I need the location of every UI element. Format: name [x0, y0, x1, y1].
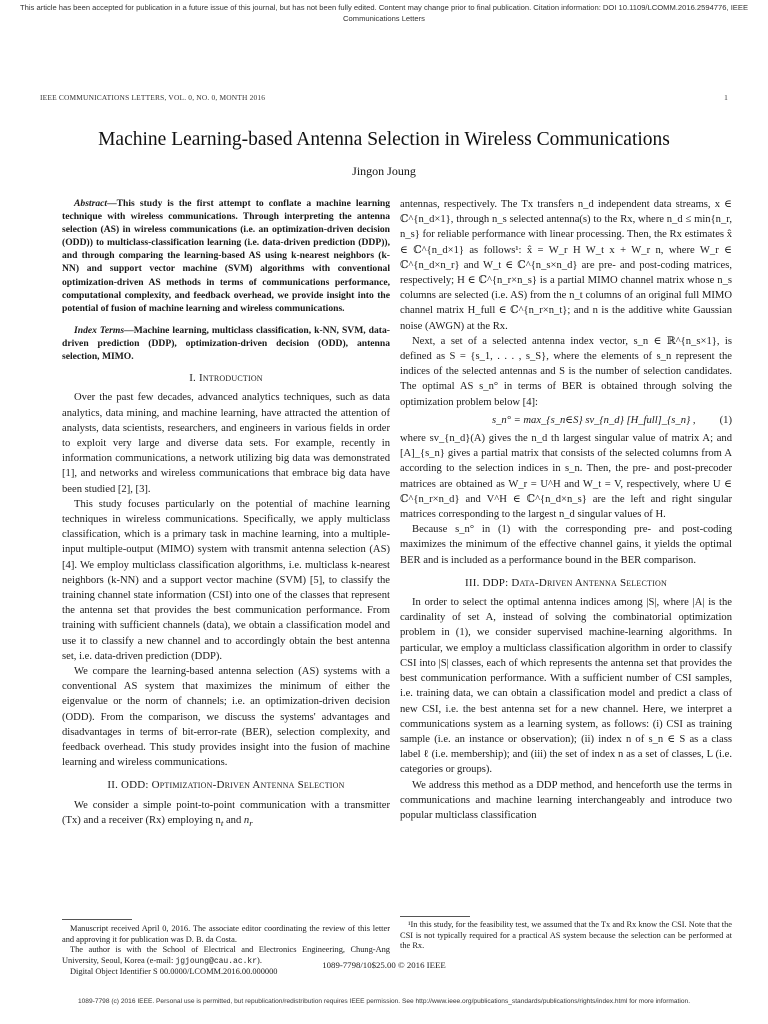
abstract-label: Abstract: [74, 198, 108, 209]
author-email: jgjoung@cau.ac.kr: [175, 956, 258, 966]
odd-paragraph-2: Next, a set of a selected antenna index vector, s_n ∈ ℝ^{n_s×1}, is defined as S = {s_1, . . . , s_S}, where the elements of s_n represent the indices of the selected antennas and S is the number of selection candidates. The optimal AS s_n° in terms of BER is obtained through solving the optimization problem below [4]:: [400, 335, 732, 408]
ddp-paragraph-2: We address this method as a DDP method, and henceforth use the terms in communications and machine learning interchangeably and introduce two popular multiclass classification: [400, 779, 732, 821]
odd-paragraph-1-continued: antennas, respectively. The Tx transfers n_d independent data streams, x ∈ ℂ^{n_d×1}, through n_s selected antenna(s) to the Rx, where n_d ≤ min{n_r, n_s} for reliable performance with linear processing. Then, the Rx estimates x̂ ∈ ℂ^{n_d×1} as follows¹: x̂ = W_r H W_t x + W_r n, where W_r ∈ ℂ^{n_d×n_r} and W_t ∈ ℂ^{n_s×n_d} are pre- and post-coding matrices, respectively; H ∈ ℂ^{n_r×n_s} is a partial MIMO channel matrix whose n_s columns are selected (i.e. AS) from the n_t columns of an original full MIMO channel matrix H_full ∈ ℂ^{n_r×n_t}; and n is the additive white Gaussian noise (AWGN) at the Rx.: [400, 199, 732, 332]
acceptance-notice-line2: Communications Letters: [343, 14, 425, 23]
doi-identifier: Digital Object Identifier S 00.0000/LCOMM.2016.00.000000: [70, 967, 278, 977]
right-column: [400, 197, 732, 823]
intro-paragraph-1: Over the past few decades, advanced analytics techniques, such as data analytics, data mining, and machine learning, have attracted the attention of analysts, data scientists, researchers, and engineers in various fields in order to exploit very large and diverse data sets. For example, recently in information communications, a network utilizing big data was demonstrated [1], and networks and wireless communications that embrace big data have been studied [2], [3].: [62, 392, 390, 495]
footnote-1-text: ¹In this study, for the feasibility test, we assumed that the Tx and Rx know the CSI. Note that the CSI is not typically required for a practical AS system because the selection can be performed at the Rx.: [400, 920, 732, 951]
abstract-text: —This study is the first attempt to conflate a machine learning technique with wireless communications. Through interpreting the antenna selection (AS) in wireless communications (i.e. an optimization-driven decision (ODD)) to multiclass-classification learning (i.e. data-driven prediction (DDP)), and through comparing the learning-based AS using k-nearest neighbors (k-NN) and support vector machine (SVM) algorithms with conventional optimization-driven AS methods in terms of communications performance, computational complexity, and feedback overhead, we provide insight into the potential of fusion of machine learning and wireless communications.: [62, 198, 390, 314]
acceptance-notice-line1: This article has been accepted for publication in a future issue of this journal, but has not been fully edited. Content may change prior to final publication. Citation information: DOI 10.1109/LCOMM.2016.2594776, IEEE: [19, 3, 749, 12]
page-number: 1: [724, 93, 728, 102]
affiliation-text: The author is with the School of Electrical and Electronics Engineering, Chung-Ang University, Seoul, Korea (e-mail:: [62, 945, 390, 965]
index-terms-label: Index Terms: [74, 324, 125, 336]
intro-paragraph-2: This study focuses particularly on the potential of machine learning techniques in wireless communications. Specifically, we apply multiclass classification, which is a primary task in machine learning, into a multiple-input multiple-output (MIMO) system with transmit antenna selection (AS) [4]. We employ multiclass classification algorithms, i.e. multiclass k-nearest neighbors (k-NN) and a support vector machine (SVM) [5], to classify the training channel state information (CSI) into one of the classes that represent the antenna set that provides the best communication performance. From training with sufficient channels (data), we obtain a classification model and use it to classify a new channel and to accordingly obtain the best antenna set, i.e. data-driven prediction (DDP).: [62, 498, 390, 662]
ieee-permission-notice: 1089-7798 (c) 2016 IEEE. Personal use is permitted, but republication/redistribution requires IEEE permission. See http://www.ieee.org/publications_standards/publications/rights/index.html for more information.: [77, 998, 691, 1005]
ddp-paragraph-1: In order to select the optimal antenna indices among |S|, where |A| is the cardinality of set A, instead of solving the combinatorial optimization problem in (1), we consider supervised machine-learning algorithms. In particular, we employ a multiclass classification algorithm in order to classify CSI into |S| classes, each of which represents the antenna set that provides the best communication performance. With a sufficient number of CSI samples, i.e. training data, we can obtain a classification model and predict a class of new CSI, i.e. the best antenna set for a new channel. Here, we interpret a communications system as a learning system, as follows: (i) CSI as training sample (i.e. an instance or observation); (ii) index n of s_n ∈ S as a class label ℓ (i.e. membership); and (iii) the set of index n as a set of classes, L (i.e. categories or groups).: [400, 597, 732, 776]
equation-1-number: (1): [719, 414, 732, 426]
equation-1-expression: s_n° = max_{s_n∈S} sv_{n_d} [H_full]_{s_n} ,: [492, 414, 696, 426]
odd-paragraph-1-text: We consider a simple point-to-point communication with a transmitter (Tx) and a receiver (Rx) employing n: [62, 799, 390, 826]
section-heading-odd: II. ODD: Optimization-Driven Antenna Selection: [107, 779, 345, 792]
footnote-1-divider: [400, 916, 470, 917]
index-terms: [62, 324, 390, 363]
footnote-divider: [62, 919, 132, 920]
odd-paragraph-3: where sv_{n_d}(A) gives the n_d th largest singular value of matrix A; and [A]_{s_n} gives a partial matrix that consists of the selected columns from A according to the selection indices in s_n. Then, the pre- and post-precoder matrices are obtained as W_r = U^H and W_t = V, respectively, where U ∈ ℂ^{n_r×n_d} and V^H ∈ ℂ^{n_d×n_s} are the left and right singular matrices corresponding to the largest n_d singular values of H.: [400, 433, 732, 521]
author-name: Jingon Joung: [352, 164, 416, 178]
equation-1: [400, 413, 732, 428]
manuscript-received: Manuscript received April 0, 2016. The associate editor coordinating the review of this letter and approving it for publication was D. B. da Costa.: [62, 924, 390, 944]
index-terms-text: —Machine learning, multiclass classification, k-NN, SVM, data-driven prediction (DDP), optimization-driven decision (ODD), antenna selection, MIMO.: [62, 324, 390, 363]
intro-paragraph-3: We compare the learning-based antenna selection (AS) systems with a conventional AS system that maximizes the minimum of either the eigenvalue or the norm of channels; i.e. an optimization-driven decision (ODD). From the comparison, we discuss the systems' advantages and disadvantages in terms of bit-error-rate (BER), selection complexity, and feedback overhead. This study provides insight into the fusion of machine learning and wireless communications.: [62, 665, 390, 769]
left-column: [62, 197, 390, 831]
odd-paragraph-4: Because s_n° in (1) with the corresponding pre- and post-coding maximizes the minimum of the effective channel gains, it yields the optimal BER and is included as a performance bound in the BER comparison.: [400, 524, 732, 566]
affiliation-end: ).: [257, 955, 262, 965]
odd-paragraph-1-start: We consider a simple point-to-point communication with a transmitter (Tx) and a receiver (Rx) employing $n_t$ and $n_r$: [62, 799, 390, 828]
footnote-1: [400, 916, 732, 952]
section-heading-ddp: III. DDP: Data-Driven Antenna Selection: [465, 576, 667, 589]
section-heading-introduction: I. Introduction: [189, 372, 263, 385]
issn-copyright: 1089-7798/10$25.00 © 2016 IEEE: [322, 960, 446, 970]
paper-title: Machine Learning-based Antenna Selection in Wireless Communications: [98, 129, 670, 150]
running-head: [40, 93, 728, 102]
abstract: [62, 197, 390, 315]
acceptance-notice: [0, 2, 768, 24]
journal-name: IEEE COMMUNICATIONS LETTERS, VOL. 0, NO. 0, MONTH 2016: [40, 93, 266, 102]
